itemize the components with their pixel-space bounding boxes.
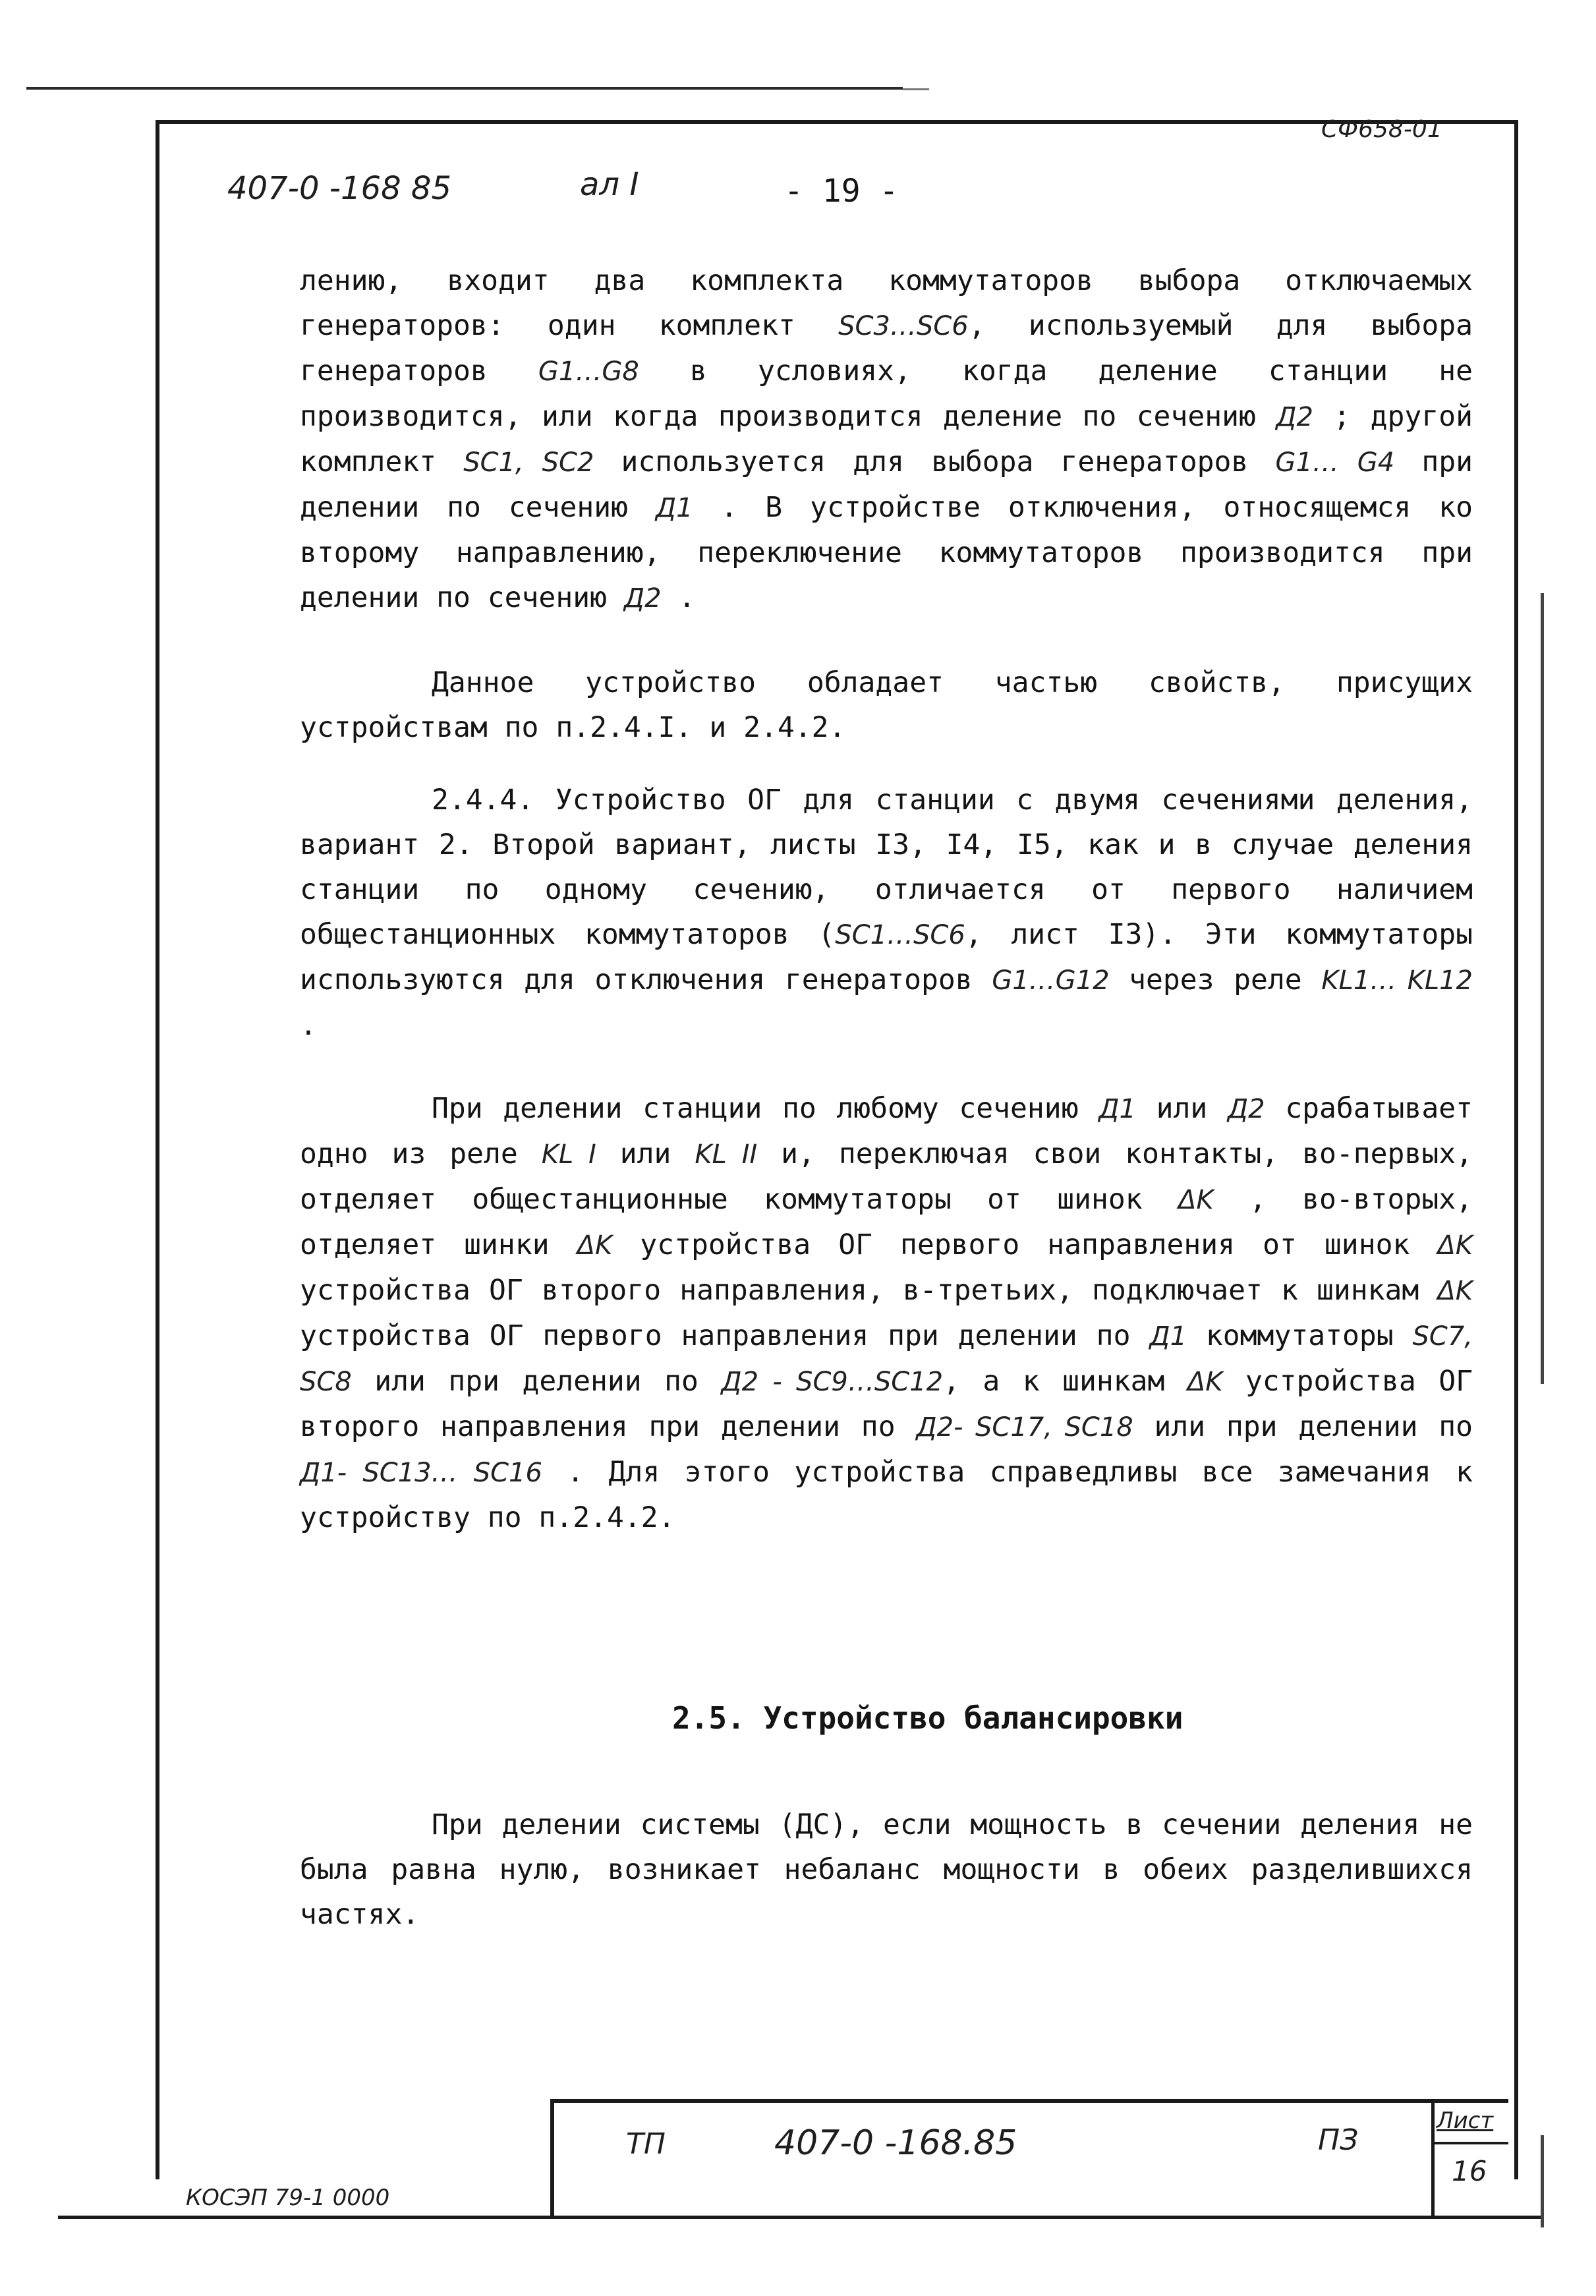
corner-code: СФ658-01 <box>1321 116 1442 143</box>
paragraph-text <box>300 1802 1473 1937</box>
handwritten-designation: G1…G12 <box>992 965 1110 996</box>
handwritten-designation: KL II <box>695 1139 758 1170</box>
handwritten-designation: ΔK <box>1437 1230 1473 1261</box>
handwritten-designation: ΔK <box>577 1230 613 1261</box>
title-block <box>550 2099 1508 2218</box>
stamp-doc-number: 407-0 -168.85 <box>774 2123 1017 2163</box>
text-run: , а к шинкам <box>943 1365 1187 1398</box>
text-run: срабатывает одно из реле <box>300 1092 1473 1170</box>
text-run: или <box>596 1137 695 1170</box>
text-run: при делении по сечению <box>300 445 1473 524</box>
text-run: коммутаторы <box>1187 1319 1413 1352</box>
sheet-number: 16 <box>1452 2155 1487 2187</box>
handwritten-designation: G1… G4 <box>1275 447 1395 478</box>
text-run: лению, входит два комплекта коммутаторов выбора отключаемых генераторов: один комплект <box>300 264 1473 342</box>
right-margin-line <box>1541 593 1544 1384</box>
handwritten-designation: ΔK <box>1187 1367 1223 1397</box>
handwritten-designation: ΔK <box>1437 1276 1473 1306</box>
handwritten-designation: Д1 <box>1149 1321 1187 1352</box>
handwritten-designation: Д2 - SC9…SC12 <box>721 1367 944 1397</box>
top-rule <box>26 87 903 90</box>
doc-number-header: 407-0 -168 85 <box>227 170 452 207</box>
paragraph-3 <box>300 778 1473 1048</box>
text-run: , лист I3). Эти коммутаторы используются для отключения генераторов <box>300 918 1473 996</box>
text-run: через реле <box>1109 963 1322 996</box>
handwritten-designation: KL1… KL12 <box>1321 965 1473 996</box>
handwritten-designation: Д1 <box>655 493 693 523</box>
handwritten-designation: SC1…SC6 <box>835 920 965 950</box>
handwritten-designation: G1…G8 <box>538 357 639 387</box>
paragraph-1 <box>300 258 1473 621</box>
handwritten-designation: Д2 <box>1276 402 1313 432</box>
text-run: устройства ОГ второго направления, в-третьих, подключает к шинкам <box>300 1274 1438 1307</box>
album-label: ал I <box>580 166 639 203</box>
handwritten-designation: Д2 <box>623 583 662 614</box>
text-run: или <box>1135 1092 1228 1125</box>
paragraph-text <box>300 660 1473 750</box>
handwritten-designation: ΔK <box>1178 1185 1214 1215</box>
text-run: используется для выбора генераторов <box>594 445 1276 478</box>
paragraph-2 <box>300 660 1473 750</box>
paragraph-text <box>300 258 1473 621</box>
top-rule-tail <box>903 88 929 90</box>
handwritten-designation: Д2 <box>1227 1094 1265 1124</box>
text-run: и, переключая свои контакты, во-первых, отделяет общестанционные коммутаторы от шинок <box>300 1137 1473 1216</box>
text-run: , во-вторых, отделяет шинки <box>300 1183 1473 1261</box>
text-run: 2.4.4. Устройство ОГ для станции с двумя сечениями деления, вариант 2. Второй вариант, листы I3, I4, I5, как и в случае деления станции по одному сечению, отличается от первого наличием общестанционных коммутаторов ( <box>300 784 1473 951</box>
handwritten-designation: Д2- SC17, SC18 <box>916 1412 1133 1443</box>
text-run: . <box>661 581 696 614</box>
handwritten-designation: SC3…SC6 <box>838 311 969 341</box>
stamp-section: ПЗ <box>1318 2123 1359 2157</box>
text-run: или при делении по <box>351 1365 722 1398</box>
handwritten-designation: Д1- SC13… SC16 <box>300 1458 542 1488</box>
handwritten-designation: KL I <box>541 1139 596 1170</box>
page-number: - 19 - <box>784 173 899 210</box>
paragraph-4 <box>300 1086 1473 1540</box>
text-run: устройства ОГ первого направления при делении по <box>300 1319 1150 1352</box>
text-run: Данное устройство обладает частью свойств, присущих устройствам по п.2.4.I. и 2.4.2. <box>300 666 1473 744</box>
text-run: . В устройстве отключения, относящемся ко второму направлению, переключение коммутаторов производится при делении по сечению <box>300 491 1473 614</box>
handwritten-designation: SC7, SC8 <box>300 1321 1473 1397</box>
stamp-tp-label: ТП <box>626 2127 666 2161</box>
text-run: устройства ОГ второго направления при делении по <box>300 1365 1473 1443</box>
text-run: ; другой комплект <box>300 400 1473 478</box>
text-run: , используемый для выбора генераторов <box>300 309 1473 387</box>
sheet-label: Лист <box>1437 2108 1494 2134</box>
section-heading: 2.5. Устройство балансировки <box>672 1700 1183 1736</box>
text-run: При делении станции по любому сечению <box>432 1092 1099 1125</box>
right-margin-line-lower <box>1541 2135 1544 2227</box>
print-code: КОСЭП 79-1 0000 <box>186 2185 390 2211</box>
text-run: . Для этого устройства справедливы все замечания к устройству по п.2.4.2. <box>300 1456 1473 1534</box>
text-run: в условиях, когда деление станции не производится, или когда производится деление по сечению <box>300 355 1473 433</box>
sheet-box-divider <box>1431 2142 1508 2144</box>
handwritten-designation: Д1 <box>1098 1094 1136 1124</box>
text-run: устройства ОГ первого направления от шинок <box>612 1228 1438 1261</box>
text-run: или при делении по <box>1133 1410 1473 1443</box>
text-run: При делении системы (ДС), если мощность в сечении деления не была равна нулю, возникает небаланс мощности в обеих разделившихся частях. <box>300 1808 1473 1931</box>
paragraph-text <box>300 778 1473 1048</box>
handwritten-designation: SC1, SC2 <box>463 447 594 478</box>
paragraph-text <box>300 1086 1473 1540</box>
paragraph-5 <box>300 1802 1473 1937</box>
text-run: . <box>300 1009 317 1042</box>
